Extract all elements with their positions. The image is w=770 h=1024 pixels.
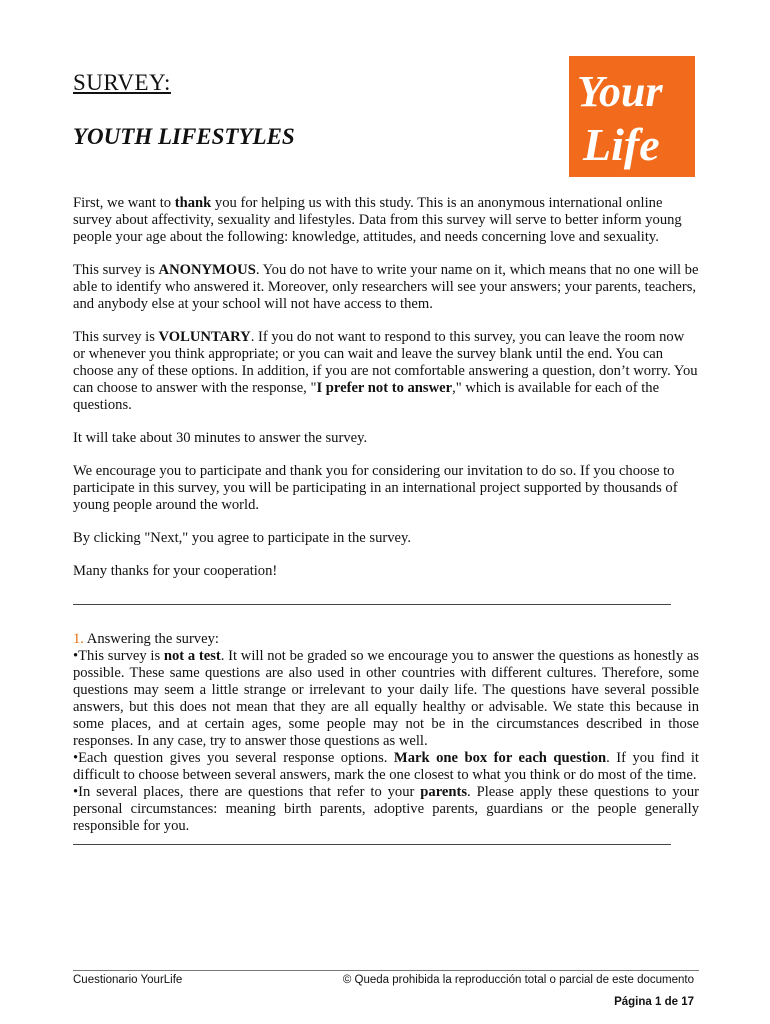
survey-title: SURVEY: xyxy=(73,70,171,95)
page-number: Página 1 de 17 xyxy=(614,996,694,1008)
section-number: 1. xyxy=(73,631,84,647)
footer-copyright: © Queda prohibida la reproducción total o parcial de este documento xyxy=(342,974,694,986)
bullet-not-a-test: •This survey is not a test. It will not be graded so we encourage you to answer the questions as honestly as possible. These same questions are also used in other countries with different cultures. Therefore, some questions may seem a little strange or irrelevant to your daily life. The questions have several possible answers, but this does not mean that they are all equally healthy or advisable. We state this because in some places, and at certain ages, some people may not be in the circumstances described in those responses. In any case, try to answer those questions as well. xyxy=(73,648,699,749)
section-heading: 1. Answering the survey: xyxy=(73,631,219,647)
intro-paragraph-voluntary: This survey is VOLUNTARY. If you do not want to respond to this survey, you can leave the room now or whenever you think appropriate; or you can wait and leave the survey blank until the end. You can choose any of these options. In addition, if you are not comfortable answering a question, don’t worry. You can choose to answer with the response, "I prefer not to answer," which is available for each of the questions. xyxy=(73,329,698,413)
intro-paragraph-anonymous: This survey is ANONYMOUS. You do not have to write your name on it, which means that no one will be able to identify who answered it. Moreover, only researchers will see your answers; your parents, teachers, and anybody else at your school will not have access to them. xyxy=(73,262,699,312)
document-body xyxy=(73,195,699,845)
bullet-mark-one-box: •Each question gives you several response options. Mark one box for each question. If you find it difficult to choose between several answers, mark the one closest to what you think or do most of the time. xyxy=(73,750,699,783)
survey-subtitle: YOUTH LIFESTYLES xyxy=(73,124,295,149)
bullet-parents: •In several places, there are questions that refer to your parents. Please apply these questions to your personal circumstances: meaning birth parents, adoptive parents, guardians or the people generally responsible for you. xyxy=(73,784,699,834)
yourlife-logo xyxy=(569,56,695,177)
intro-paragraph-duration: It will take about 30 minutes to answer the survey. xyxy=(73,430,368,446)
intro-paragraph-thanks: First, we want to thank you for helping us with this study. This is an anonymous international online survey about affectivity, sexuality and lifestyles. Data from this survey will serve to better inform young people your age about the following: knowledge, attitudes, and needs concerning love and sexuality. xyxy=(73,195,682,245)
footer-document-name: Cuestionario YourLife xyxy=(73,974,183,986)
intro-paragraph-thanks-closing: Many thanks for your cooperation! xyxy=(73,563,278,579)
intro-paragraph-consent: By clicking "Next," you agree to participate in the survey. xyxy=(73,530,412,546)
divider xyxy=(73,604,671,605)
logo-text-line2: Life xyxy=(583,119,660,170)
intro-paragraph-encourage: We encourage you to participate and thank you for considering our invitation to do so. If you choose to participate in this survey, you will be participating in an international project supported by thousands of young people around the world. xyxy=(73,463,678,513)
logo-text-line1: Your xyxy=(577,67,663,116)
footer-divider xyxy=(73,970,699,971)
divider xyxy=(73,844,671,845)
